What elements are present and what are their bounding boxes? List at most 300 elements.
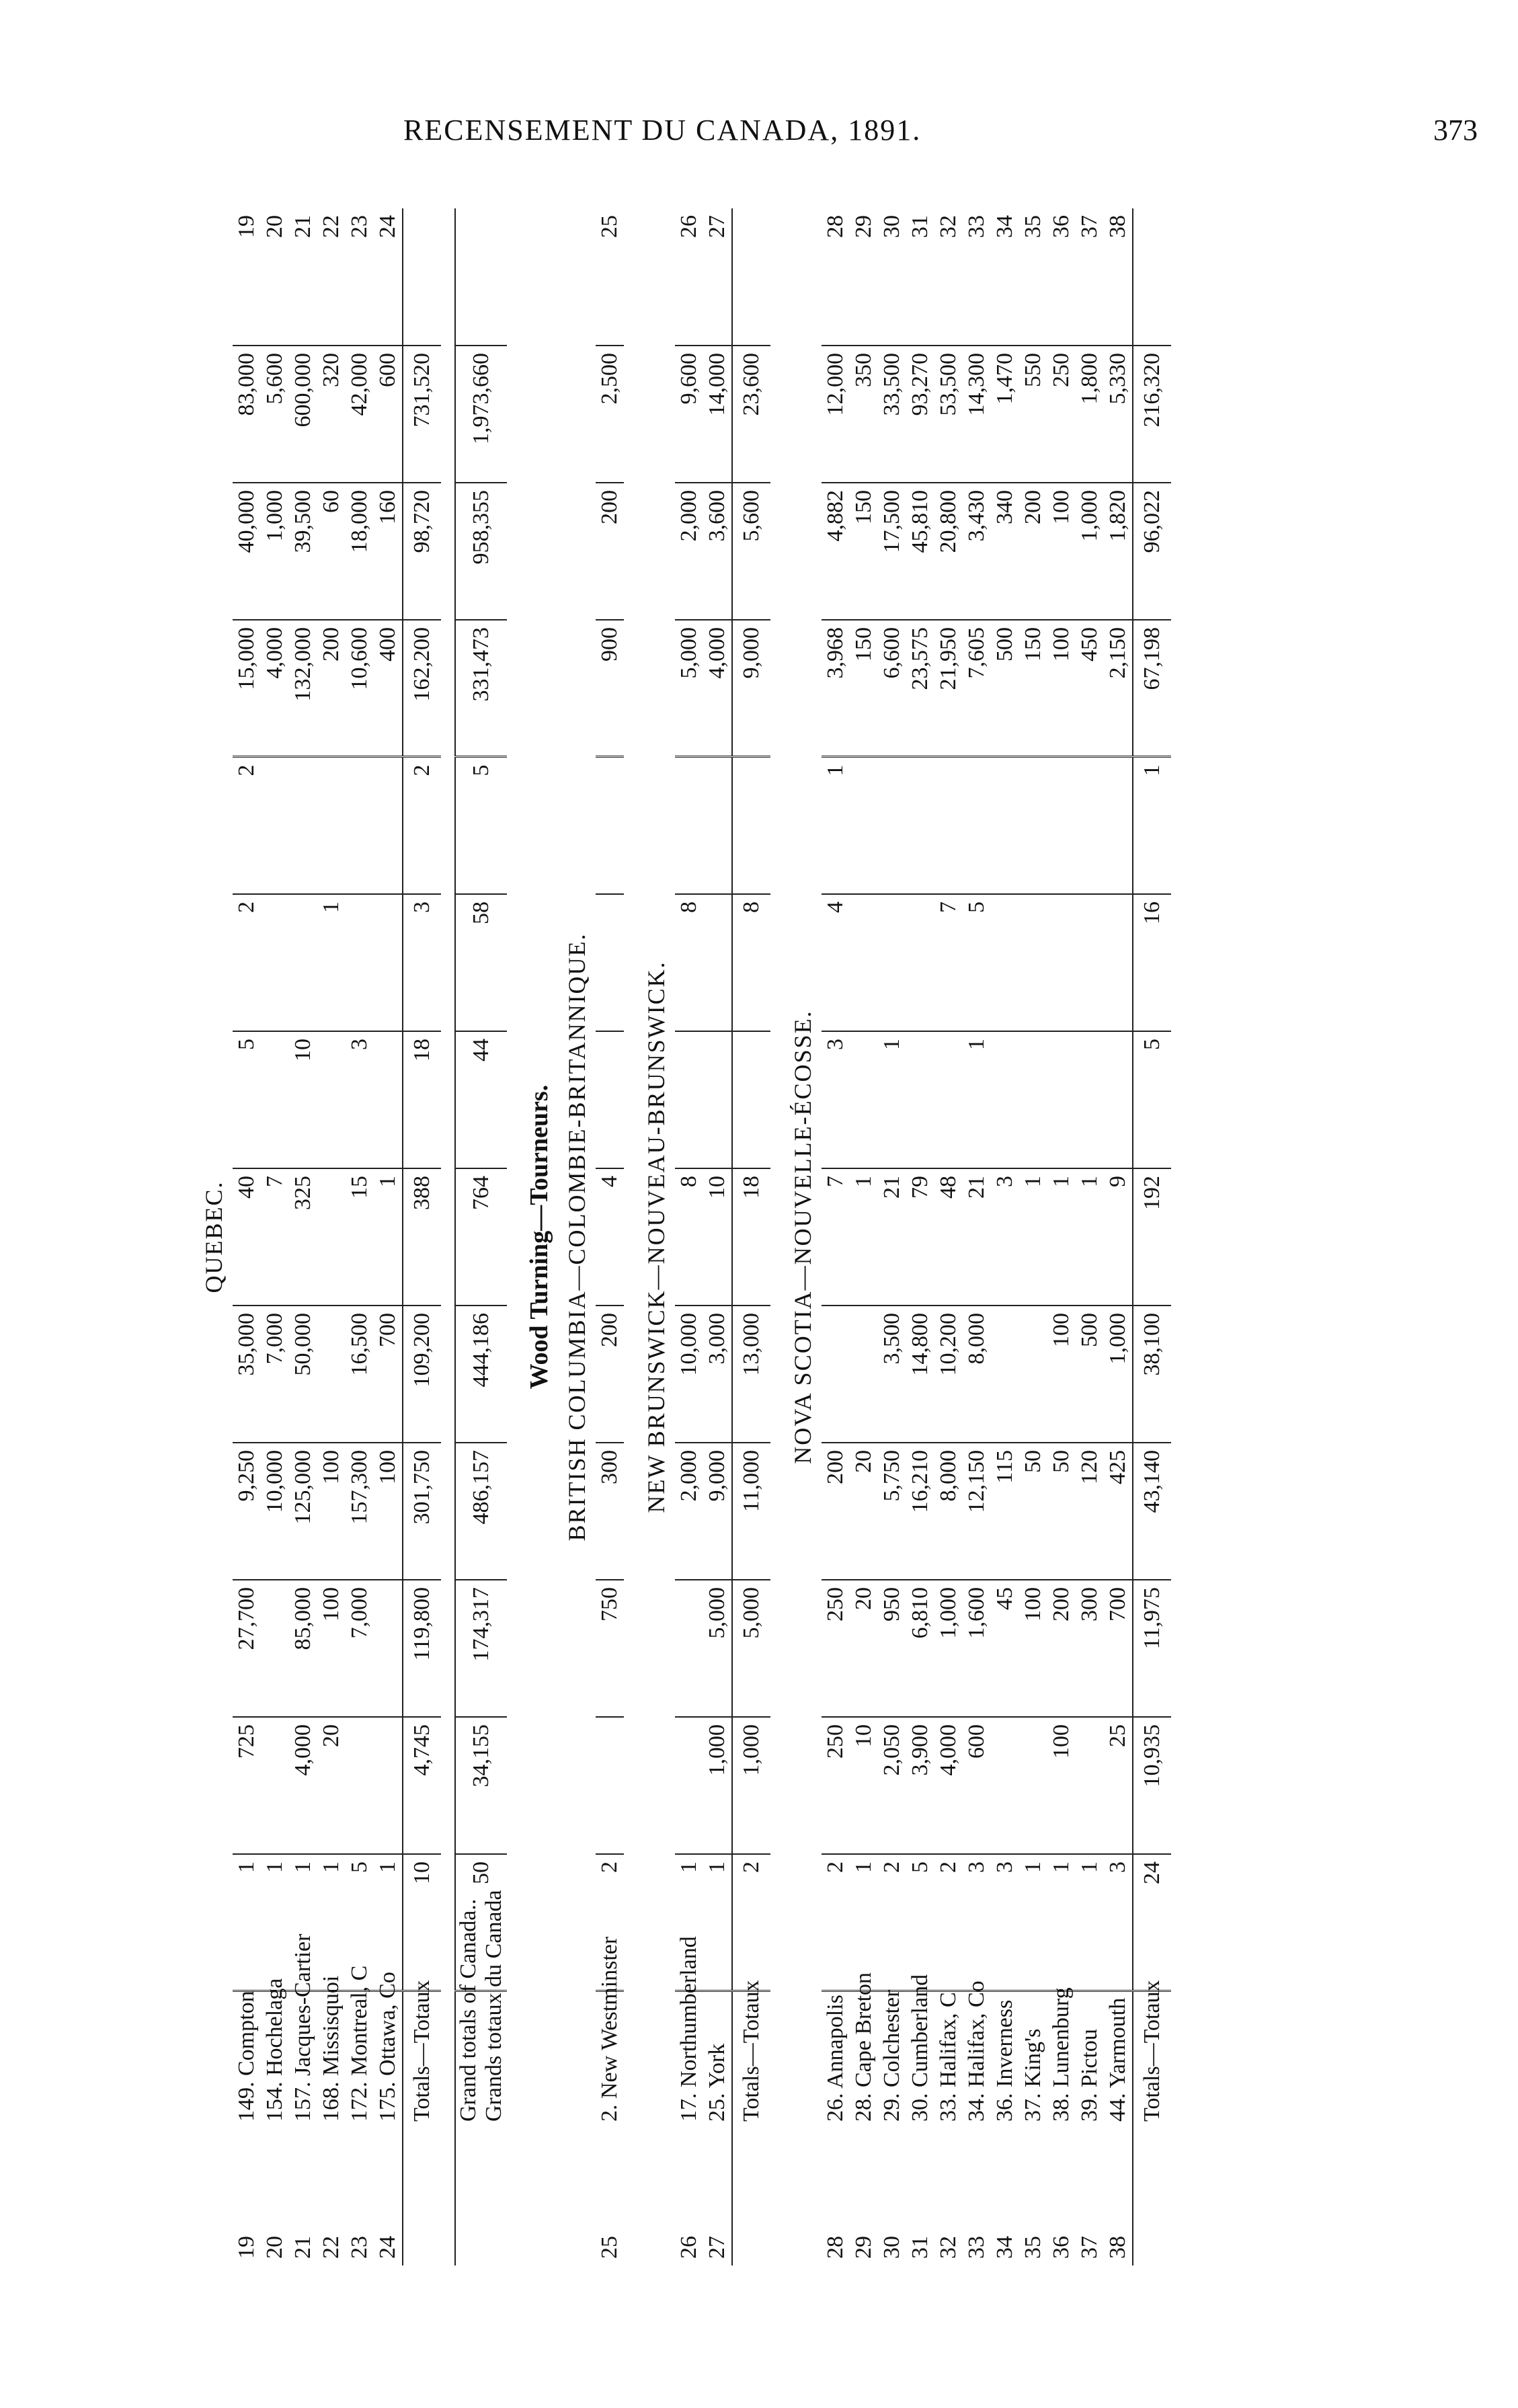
value-cell: 10: [703, 1168, 732, 1306]
value-cell: 16,210: [906, 1443, 934, 1580]
value-cell: 11,975: [1133, 1580, 1171, 1717]
value-cell: 3: [963, 1854, 991, 1991]
value-cell: 1,000: [261, 483, 289, 620]
value-cell: [261, 894, 289, 1031]
value-cell: 10,000: [675, 1306, 703, 1443]
section-heading: NOVA SCOTIA—NOUVELLE-ÉCOSSE.: [789, 1010, 816, 1464]
value-cell: 1,000: [703, 1717, 732, 1854]
value-cell: 12,000: [822, 346, 850, 483]
table-row: [991, 208, 1019, 2265]
value-cell: 2: [403, 757, 441, 894]
value-cell: 250: [1047, 346, 1076, 483]
value-cell: 1: [374, 1854, 403, 1991]
value-cell: 100: [317, 1580, 346, 1717]
value-cell: 17,500: [878, 483, 906, 620]
value-cell: 340: [991, 483, 1019, 620]
section-heading-row: [195, 208, 233, 2265]
value-cell: 8: [732, 894, 770, 1031]
value-cell: 1: [1047, 1854, 1076, 1991]
value-cell: 150: [850, 483, 878, 620]
value-cell: [675, 1717, 703, 1854]
value-cell: [878, 757, 906, 894]
value-cell: 764: [455, 1168, 507, 1306]
value-cell: 200: [1019, 483, 1047, 620]
value-cell: 8: [675, 1168, 703, 1306]
table-row: [906, 208, 934, 2265]
table-row: [1104, 208, 1133, 2265]
district-name: 37. King's: [1019, 1991, 1047, 2128]
value-cell: 38,100: [1133, 1306, 1171, 1443]
value-cell: 119,800: [403, 1580, 441, 1717]
section-heading: Wood Turning—Tourneurs.: [525, 1084, 553, 1390]
line-number: 20: [262, 215, 287, 238]
value-cell: [374, 1717, 403, 1854]
value-cell: 1,000: [1076, 483, 1104, 620]
line-number: 27: [705, 2236, 729, 2259]
value-cell: 21: [878, 1168, 906, 1306]
line-number: 35: [1021, 2236, 1045, 2259]
line-number: [1133, 2128, 1171, 2265]
value-cell: [1019, 1031, 1047, 1168]
district-name: 168. Missisquoi: [317, 1991, 346, 2128]
district-name: 44. Yarmouth: [1104, 1991, 1133, 2128]
value-cell: [1019, 757, 1047, 894]
value-cell: [374, 894, 403, 1031]
value-cell: 2,000: [675, 483, 703, 620]
line-number: 33: [964, 2236, 989, 2259]
value-cell: [991, 1306, 1019, 1443]
value-cell: 60: [317, 483, 346, 620]
value-cell: 50: [1047, 1443, 1076, 1580]
value-cell: 33,500: [878, 346, 906, 483]
value-cell: [1076, 757, 1104, 894]
line-number: [403, 208, 441, 346]
value-cell: 3: [1104, 1854, 1133, 1991]
value-cell: 388: [403, 1168, 441, 1306]
district-name: 2. New Westminster: [596, 1991, 624, 2128]
line-number: [1133, 208, 1171, 346]
value-cell: 7,000: [346, 1580, 374, 1717]
value-cell: [675, 1580, 703, 1717]
rotated-table-container: [195, 208, 1472, 2265]
page-header: [0, 113, 1518, 160]
value-cell: [346, 894, 374, 1031]
totals-row: [1133, 208, 1171, 2265]
value-cell: [346, 757, 374, 894]
value-cell: 300: [1076, 1580, 1104, 1717]
table-row: [596, 208, 624, 2265]
value-cell: [850, 1306, 878, 1443]
value-cell: 40,000: [233, 483, 261, 620]
value-cell: 9,600: [675, 346, 703, 483]
value-cell: [822, 1306, 850, 1443]
value-cell: 250: [822, 1717, 850, 1854]
line-number: 26: [676, 2236, 701, 2259]
value-cell: 8: [675, 894, 703, 1031]
line-number: 23: [347, 2236, 372, 2259]
value-cell: 10,200: [934, 1306, 963, 1443]
value-cell: [1104, 1031, 1133, 1168]
value-cell: 12,150: [963, 1443, 991, 1580]
value-cell: 23,575: [906, 620, 934, 757]
line-number: 36: [1049, 2236, 1074, 2259]
value-cell: 320: [317, 346, 346, 483]
district-name: 157. Jacques-Cartier: [289, 1991, 317, 2128]
value-cell: 250: [822, 1580, 850, 1717]
totals-row: [732, 208, 770, 2265]
value-cell: 331,473: [455, 620, 507, 757]
value-cell: 44: [455, 1031, 507, 1168]
value-cell: 1: [1076, 1168, 1104, 1306]
line-number: 31: [908, 215, 932, 238]
spacer-row: [624, 208, 637, 2265]
value-cell: 500: [991, 620, 1019, 757]
value-cell: 300: [596, 1443, 624, 1580]
value-cell: 21,950: [934, 620, 963, 757]
value-cell: [1047, 894, 1076, 1031]
value-cell: [703, 894, 732, 1031]
value-cell: 23,600: [732, 346, 770, 483]
value-cell: 600: [374, 346, 403, 483]
value-cell: [1104, 894, 1133, 1031]
value-cell: [934, 1031, 963, 1168]
value-cell: [991, 894, 1019, 1031]
value-cell: 120: [1076, 1443, 1104, 1580]
value-cell: 50: [1019, 1443, 1047, 1580]
value-cell: 10,600: [346, 620, 374, 757]
value-cell: 1: [963, 1031, 991, 1168]
value-cell: 325: [289, 1168, 317, 1306]
table-row: [675, 208, 703, 2265]
value-cell: 14,300: [963, 346, 991, 483]
value-cell: 1: [289, 1854, 317, 1991]
value-cell: [1047, 757, 1076, 894]
value-cell: 98,720: [403, 483, 441, 620]
grand-totals-label: [455, 1890, 507, 2128]
value-cell: 9,000: [732, 620, 770, 757]
value-cell: 1: [1133, 757, 1171, 894]
value-cell: 34,155: [455, 1717, 507, 1854]
value-cell: 14,800: [906, 1306, 934, 1443]
spacer: [624, 208, 637, 2265]
value-cell: 5: [346, 1854, 374, 1991]
value-cell: [317, 1168, 346, 1306]
value-cell: 9,000: [703, 1443, 732, 1580]
value-cell: 1,000: [934, 1580, 963, 1717]
value-cell: 4: [822, 894, 850, 1031]
line-number: 31: [908, 2236, 932, 2259]
value-cell: [374, 1031, 403, 1168]
value-cell: [1076, 894, 1104, 1031]
value-cell: 950: [878, 1580, 906, 1717]
line-number: 35: [1021, 215, 1045, 238]
value-cell: 174,317: [455, 1580, 507, 1717]
value-cell: 4,000: [934, 1717, 963, 1854]
value-cell: [289, 757, 317, 894]
value-cell: 100: [317, 1443, 346, 1580]
value-cell: [1104, 757, 1133, 894]
value-cell: 4,000: [703, 620, 732, 757]
value-cell: 10: [289, 1031, 317, 1168]
value-cell: 5,000: [703, 1580, 732, 1717]
value-cell: 2: [878, 1854, 906, 1991]
line-number: 26: [676, 215, 701, 238]
line-number: [732, 2128, 770, 2265]
value-cell: 1,820: [1104, 483, 1133, 620]
line-number: 19: [234, 215, 259, 238]
value-cell: 700: [1104, 1580, 1133, 1717]
line-number: 28: [823, 215, 848, 238]
value-cell: 3,430: [963, 483, 991, 620]
value-cell: 600,000: [289, 346, 317, 483]
value-cell: [317, 1031, 346, 1168]
value-cell: 20: [317, 1717, 346, 1854]
value-cell: 958,355: [455, 483, 507, 620]
line-number: 38: [1105, 215, 1130, 238]
value-cell: 6,600: [878, 620, 906, 757]
value-cell: [346, 1717, 374, 1854]
value-cell: [934, 757, 963, 894]
value-cell: 132,000: [289, 620, 317, 757]
value-cell: 350: [850, 346, 878, 483]
value-cell: 3,900: [906, 1717, 934, 1854]
value-cell: 7: [261, 1168, 289, 1306]
line-number: 32: [936, 2236, 961, 2259]
value-cell: 1,000: [732, 1717, 770, 1854]
value-cell: 2: [233, 757, 261, 894]
table-row: [261, 208, 289, 2265]
line-number: 20: [262, 2236, 287, 2259]
value-cell: 9,250: [233, 1443, 261, 1580]
value-cell: 100: [1019, 1580, 1047, 1717]
value-cell: 5,600: [261, 346, 289, 483]
value-cell: [906, 1031, 934, 1168]
value-cell: 900: [596, 620, 624, 757]
value-cell: 550: [1019, 346, 1047, 483]
value-cell: 5,000: [732, 1580, 770, 1717]
value-cell: 15: [346, 1168, 374, 1306]
value-cell: 5: [906, 1854, 934, 1991]
line-number: 32: [936, 215, 961, 238]
value-cell: 444,186: [455, 1306, 507, 1443]
value-cell: 7,000: [261, 1306, 289, 1443]
value-cell: 20,800: [934, 483, 963, 620]
totals-label: Totals—Totaux: [732, 1991, 770, 2128]
value-cell: [596, 1031, 624, 1168]
value-cell: 9: [1104, 1168, 1133, 1306]
value-cell: 5: [233, 1031, 261, 1168]
value-cell: 2,000: [675, 1443, 703, 1580]
value-cell: 5,330: [1104, 346, 1133, 483]
value-cell: 1: [1019, 1168, 1047, 1306]
value-cell: 100: [1047, 1717, 1076, 1854]
value-cell: 1: [374, 1168, 403, 1306]
line-number: 21: [290, 215, 315, 238]
value-cell: [850, 757, 878, 894]
value-cell: 3: [822, 1031, 850, 1168]
line-number: 27: [705, 215, 729, 238]
value-cell: 35,000: [233, 1306, 261, 1443]
district-name: 36. Inverness: [991, 1991, 1019, 2128]
value-cell: 1: [317, 1854, 346, 1991]
grand-totals-label-en: Grand totals of Canada..: [456, 1898, 481, 2122]
value-cell: [596, 1717, 624, 1854]
value-cell: 750: [596, 1580, 624, 1717]
value-cell: 301,750: [403, 1443, 441, 1580]
value-cell: 79: [906, 1168, 934, 1306]
value-cell: 1: [850, 1854, 878, 1991]
value-cell: 1: [1076, 1854, 1104, 1991]
spacer-row: [441, 208, 455, 2265]
value-cell: 3,600: [703, 483, 732, 620]
value-cell: 1,800: [1076, 346, 1104, 483]
line-number: 21: [290, 2236, 315, 2259]
totals-row: [403, 208, 441, 2265]
district-name: 33. Halifax, C: [934, 1991, 963, 2128]
value-cell: 150: [850, 620, 878, 757]
value-cell: 24: [1133, 1854, 1171, 1991]
value-cell: 1: [675, 1854, 703, 1991]
line-number: 22: [319, 2236, 344, 2259]
value-cell: 100: [1047, 1306, 1076, 1443]
value-cell: [261, 757, 289, 894]
district-name: 28. Cape Breton: [850, 1991, 878, 2128]
value-cell: 18: [403, 1031, 441, 1168]
table-row: [317, 208, 346, 2265]
value-cell: 4,000: [289, 1717, 317, 1854]
value-cell: 50,000: [289, 1306, 317, 1443]
line-number: 37: [1077, 2236, 1102, 2259]
district-name: 38. Lunenburg: [1047, 1991, 1076, 2128]
value-cell: 200: [596, 483, 624, 620]
value-cell: [1047, 1031, 1076, 1168]
district-name: 39. Pictou: [1076, 1991, 1104, 2128]
value-cell: 3: [346, 1031, 374, 1168]
page-number: 373: [1433, 114, 1478, 147]
value-cell: [1019, 1717, 1047, 1854]
value-cell: 125,000: [289, 1443, 317, 1580]
value-cell: 53,500: [934, 346, 963, 483]
value-cell: [991, 1031, 1019, 1168]
value-cell: 1,470: [991, 346, 1019, 483]
value-cell: 45,810: [906, 483, 934, 620]
value-cell: [317, 1306, 346, 1443]
district-name: 149. Compton: [233, 1991, 261, 2128]
value-cell: [374, 757, 403, 894]
value-cell: 58: [455, 894, 507, 1031]
value-cell: 192: [1133, 1168, 1171, 1306]
value-cell: 725: [233, 1717, 261, 1854]
value-cell: 2,500: [596, 346, 624, 483]
line-number: 34: [992, 2236, 1017, 2259]
spacer: [441, 208, 455, 2265]
value-cell: 4,000: [261, 620, 289, 757]
value-cell: 27,700: [233, 1580, 261, 1717]
value-cell: 2: [822, 1854, 850, 1991]
value-cell: [261, 1580, 289, 1717]
district-name: 34. Halifax, Co: [963, 1991, 991, 2128]
value-cell: [675, 1031, 703, 1168]
value-cell: 160: [374, 483, 403, 620]
section-heading-row: [520, 208, 558, 2265]
value-cell: 200: [822, 1443, 850, 1580]
table-row: [1076, 208, 1104, 2265]
line-number: 38: [1105, 2236, 1130, 2259]
value-cell: [261, 1717, 289, 1854]
line-number: [732, 208, 770, 346]
district-name: 29. Colchester: [878, 1991, 906, 2128]
value-cell: 1: [878, 1031, 906, 1168]
value-cell: 16,500: [346, 1306, 374, 1443]
value-cell: [1076, 1717, 1104, 1854]
value-cell: 4: [596, 1168, 624, 1306]
value-cell: [596, 757, 624, 894]
totals-label: Totals—Totaux: [403, 1991, 441, 2128]
line-number: 33: [964, 215, 989, 238]
value-cell: 21: [963, 1168, 991, 1306]
section-heading: BRITISH COLUMBIA—COLOMBIE-BRITANNIQUE.: [563, 932, 590, 1541]
value-cell: [374, 1580, 403, 1717]
value-cell: 15,000: [233, 620, 261, 757]
value-cell: 10,000: [261, 1443, 289, 1580]
table-row: [289, 208, 317, 2265]
value-cell: [703, 1031, 732, 1168]
value-cell: 4,745: [403, 1717, 441, 1854]
line-number: 30: [879, 2236, 904, 2259]
district-name: 26. Annapolis: [822, 1991, 850, 2128]
section-heading-row: [558, 208, 596, 2265]
value-cell: 85,000: [289, 1580, 317, 1717]
line-number: [403, 2128, 441, 2265]
value-cell: 3: [403, 894, 441, 1031]
value-cell: 67,198: [1133, 620, 1171, 757]
table-row: [346, 208, 374, 2265]
value-cell: 1,600: [963, 1580, 991, 1717]
value-cell: 18,000: [346, 483, 374, 620]
value-cell: [261, 1031, 289, 1168]
value-cell: [1076, 1031, 1104, 1168]
census-table: [195, 208, 1171, 2265]
value-cell: 5: [963, 894, 991, 1031]
value-cell: 3: [991, 1854, 1019, 1991]
value-cell: 1: [261, 1854, 289, 1991]
value-cell: 1,973,660: [455, 346, 507, 483]
value-cell: 3,000: [703, 1306, 732, 1443]
table-row: [1019, 208, 1047, 2265]
value-cell: 3: [991, 1168, 1019, 1306]
value-cell: [596, 894, 624, 1031]
spacer: [770, 208, 784, 2265]
value-cell: [675, 757, 703, 894]
value-cell: 2: [596, 1854, 624, 1991]
value-cell: 11,000: [732, 1443, 770, 1580]
value-cell: [878, 894, 906, 1031]
value-cell: [991, 1717, 1019, 1854]
value-cell: 7: [934, 894, 963, 1031]
line-number: 19: [234, 2236, 259, 2259]
value-cell: 5: [1133, 1031, 1171, 1168]
value-cell: [317, 757, 346, 894]
value-cell: 25: [1104, 1717, 1133, 1854]
spacer-row: [770, 208, 784, 2265]
value-cell: [703, 757, 732, 894]
line-number: 29: [851, 2236, 876, 2259]
value-cell: 115: [991, 1443, 1019, 1580]
line-number: [455, 2128, 507, 2265]
value-cell: 13,000: [732, 1306, 770, 1443]
value-cell: 40: [233, 1168, 261, 1306]
value-cell: 100: [1047, 620, 1076, 757]
